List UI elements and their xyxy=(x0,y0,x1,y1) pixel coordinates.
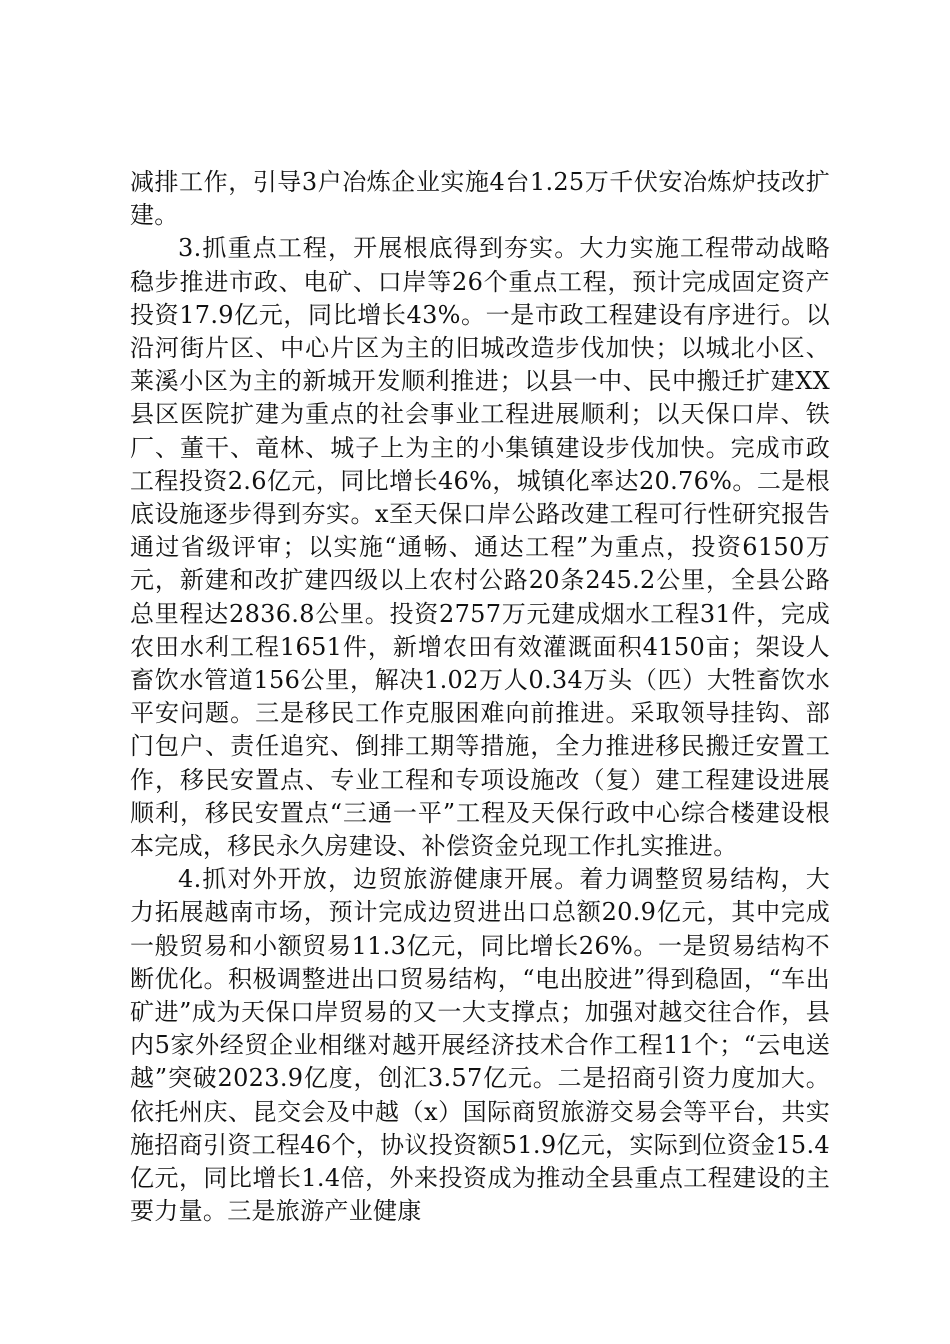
paragraph-1: 减排工作，引导3户冶炼企业实施4台1.25万千伏安冶炼炉技改扩建。 xyxy=(130,168,830,230)
paragraph-2: 3.抓重点工程，开展根底得到夯实。大力实施工程带动战略稳步推进市政、电矿、口岸等26个重点工程，预计完成固定资产投资17.9亿元，同比增长43%。一是市政工程建设有序进行。以沿河街片区、中心片区为主的旧城改造步伐加快；以城北小区、莱溪小区为主的新城开发顺利推进；以县一中、民中搬迁扩建XX县区医院扩建为重点的社会事业工程进展顺利；以天保口岸、铁厂、董干、竜林、城子上为主的小集镇建设步伐加快。完成市政工程投资2.6亿元，同比增长46%，城镇化率达20.76%。二是根底设施逐步得到夯实。x至天保口岸公路改建工程可行性研究报告通过省级评审；以实施“通畅、通达工程”为重点，投资6150万元，新建和改扩建四级以上农村公路20条245.2公里，全县公路总里程达2836.8公里。投资2757万元建成烟水工程31件，完成农田水利工程1651件，新增农田有效灌溉面积4150亩；架设人畜饮水管道156公里，解决1.02万人0.34万头（匹）大牲畜饮水平安问题。三是移民工作克服困难向前推进。采取领导挂钩、部门包户、责任追究、倒排工期等措施，全力推进移民搬迁安置工作，移民安置点、专业工程和专项设施改（复）建工程建设进展顺利，移民安置点“三通一平”工程及天保行政中心综合楼建设根本完成，移民永久房建设、补偿资金兑现工作扎实推进。 xyxy=(130,234,830,861)
paragraph-3: 4.抓对外开放，边贸旅游健康开展。着力调整贸易结构，大力拓展越南市场，预计完成边贸进出口总额20.9亿元，其中完成一般贸易和小额贸易11.3亿元，同比增长26%。一是贸易结构不断优化。积极调整进出口贸易结构，“电出胶进”得到稳固，“车出矿进”成为天保口岸贸易的又一大支撑点；加强对越交往合作，县内5家外经贸企业相继对越开展经济技术合作工程11个；“云电送越”突破2023.9亿度，创汇3.57亿元。二是招商引资力度加大。依托州庆、昆交会及中越（x）国际商贸旅游交易会等平台，共实施招商引资工程46个，协议投资额51.9亿元，实际到位资金15.4亿元，同比增长1.4倍，外来投资成为推动全县重点工程建设的主要力量。三是旅游产业健康 xyxy=(130,865,830,1226)
document-body xyxy=(130,166,830,1229)
